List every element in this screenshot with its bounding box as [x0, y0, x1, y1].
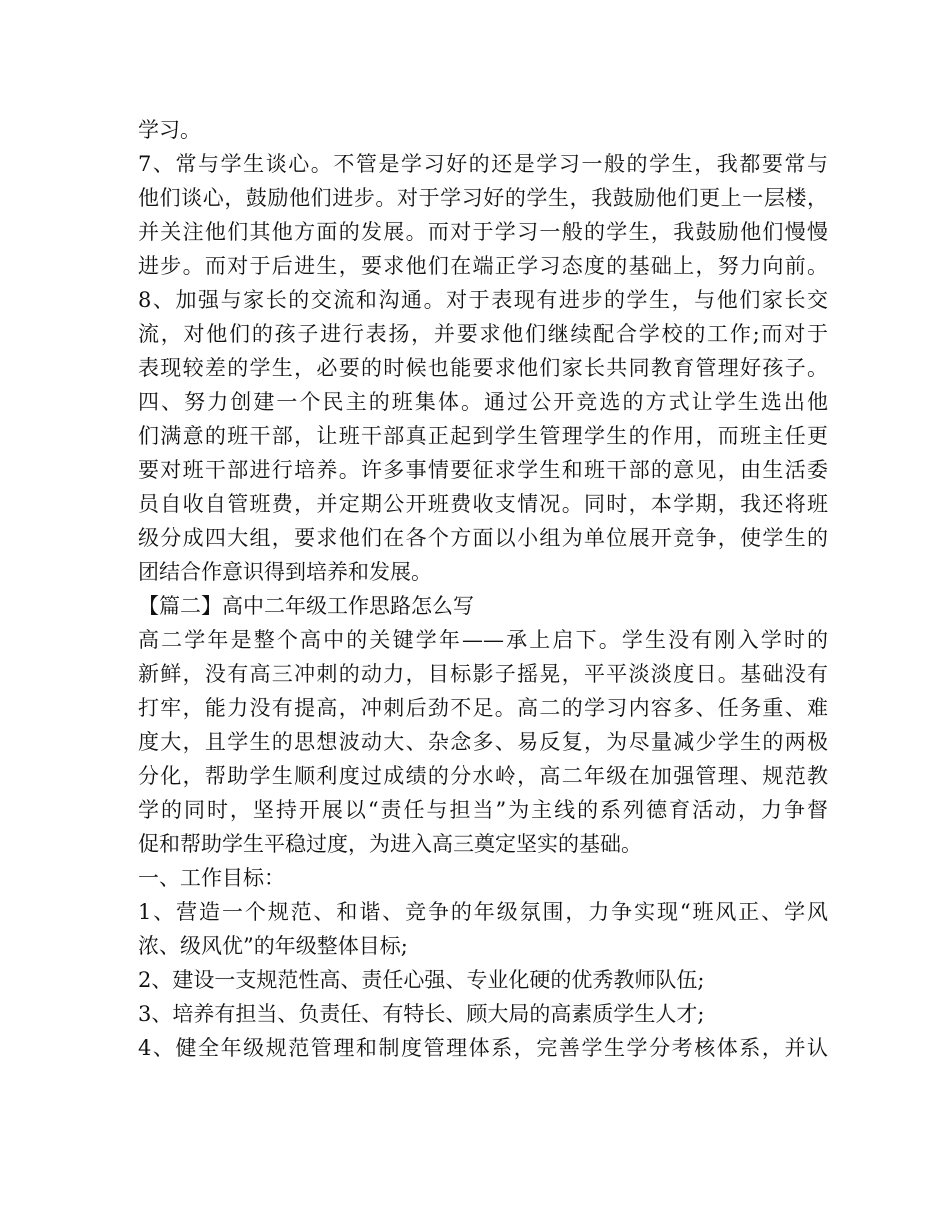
text-line: 7、常与学生谈心。不管是学习好的还是学习一般的学生，我都要常与 [138, 152, 828, 176]
text-line: 级分成四大组，要求他们在各个方面以小组为单位展开竞争，使学生的 [138, 526, 828, 550]
text-line: 一、工作目标： [138, 866, 285, 890]
section-heading: 【篇二】高中二年级工作思路怎么写 [138, 594, 474, 618]
text-line: 浓、级风优”的年级整体目标; [138, 934, 408, 958]
text-line: 他们谈心，鼓励他们进步。对于学习好的学生，我鼓励他们更上一层楼， [138, 186, 828, 210]
text-line: 高二学年是整个高中的关键学年——承上启下。学生没有刚入学时的 [138, 628, 828, 652]
text-line: 流，对他们的孩子进行表扬，并要求他们继续配合学校的工作;而对于 [138, 322, 828, 346]
text-line: 4、健全年级规范管理和制度管理体系，完善学生学分考核体系，并认 [138, 1036, 828, 1060]
text-line: 8、加强与家长的交流和沟通。对于表现有进步的学生，与他们家长交 [138, 288, 828, 312]
text-line: 表现较差的学生，必要的时候也能要求他们家长共同教育管理好孩子。 [138, 356, 828, 380]
text-line: 3、培养有担当、负责任、有特长、顾大局的高素质学生人才; [138, 1002, 705, 1026]
text-line: 四、努力创建一个民主的班集体。通过公开竞选的方式让学生选出他 [138, 390, 828, 414]
text-line: 要对班干部进行培养。许多事情要征求学生和班干部的意见，由生活委 [138, 458, 828, 482]
text-line: 度大，且学生的思想波动大、杂念多、易反复，为尽量减少学生的两极 [138, 730, 828, 754]
text-line: 分化，帮助学生顺利度过成绩的分水岭，高二年级在加强管理、规范教 [138, 764, 828, 788]
text-line: 团结合作意识得到培养和发展。 [138, 560, 432, 584]
text-line: 促和帮助学生平稳过度，为进入高三奠定坚实的基础。 [138, 832, 642, 856]
text-line: 打牢，能力没有提高，冲刺后劲不足。高二的学习内容多、任务重、难 [138, 696, 828, 720]
text-line: 新鲜，没有高三冲刺的动力，目标影子摇晃，平平淡淡度日。基础没有 [138, 662, 828, 686]
text-line: 1、营造一个规范、和谐、竞争的年级氛围，力争实现“班风正、学风 [138, 900, 828, 924]
text-line: 学习。 [138, 118, 201, 142]
text-line: 并关注他们其他方面的发展。而对于学习一般的学生，我鼓励他们慢慢 [138, 220, 828, 244]
text-line: 进步。而对于后进生，要求他们在端正学习态度的基础上，努力向前。 [138, 254, 828, 278]
text-line: 学的同时，坚持开展以“责任与担当”为主线的系列德育活动，力争督 [138, 798, 828, 822]
text-line: 2、建设一支规范性高、责任心强、专业化硬的优秀教师队伍; [138, 968, 705, 992]
document-body [138, 113, 828, 1065]
text-line: 员自收自管班费，并定期公开班费收支情况。同时，本学期，我还将班 [138, 492, 828, 516]
text-line: 们满意的班干部，让班干部真正起到学生管理学生的作用，而班主任更 [138, 424, 828, 448]
